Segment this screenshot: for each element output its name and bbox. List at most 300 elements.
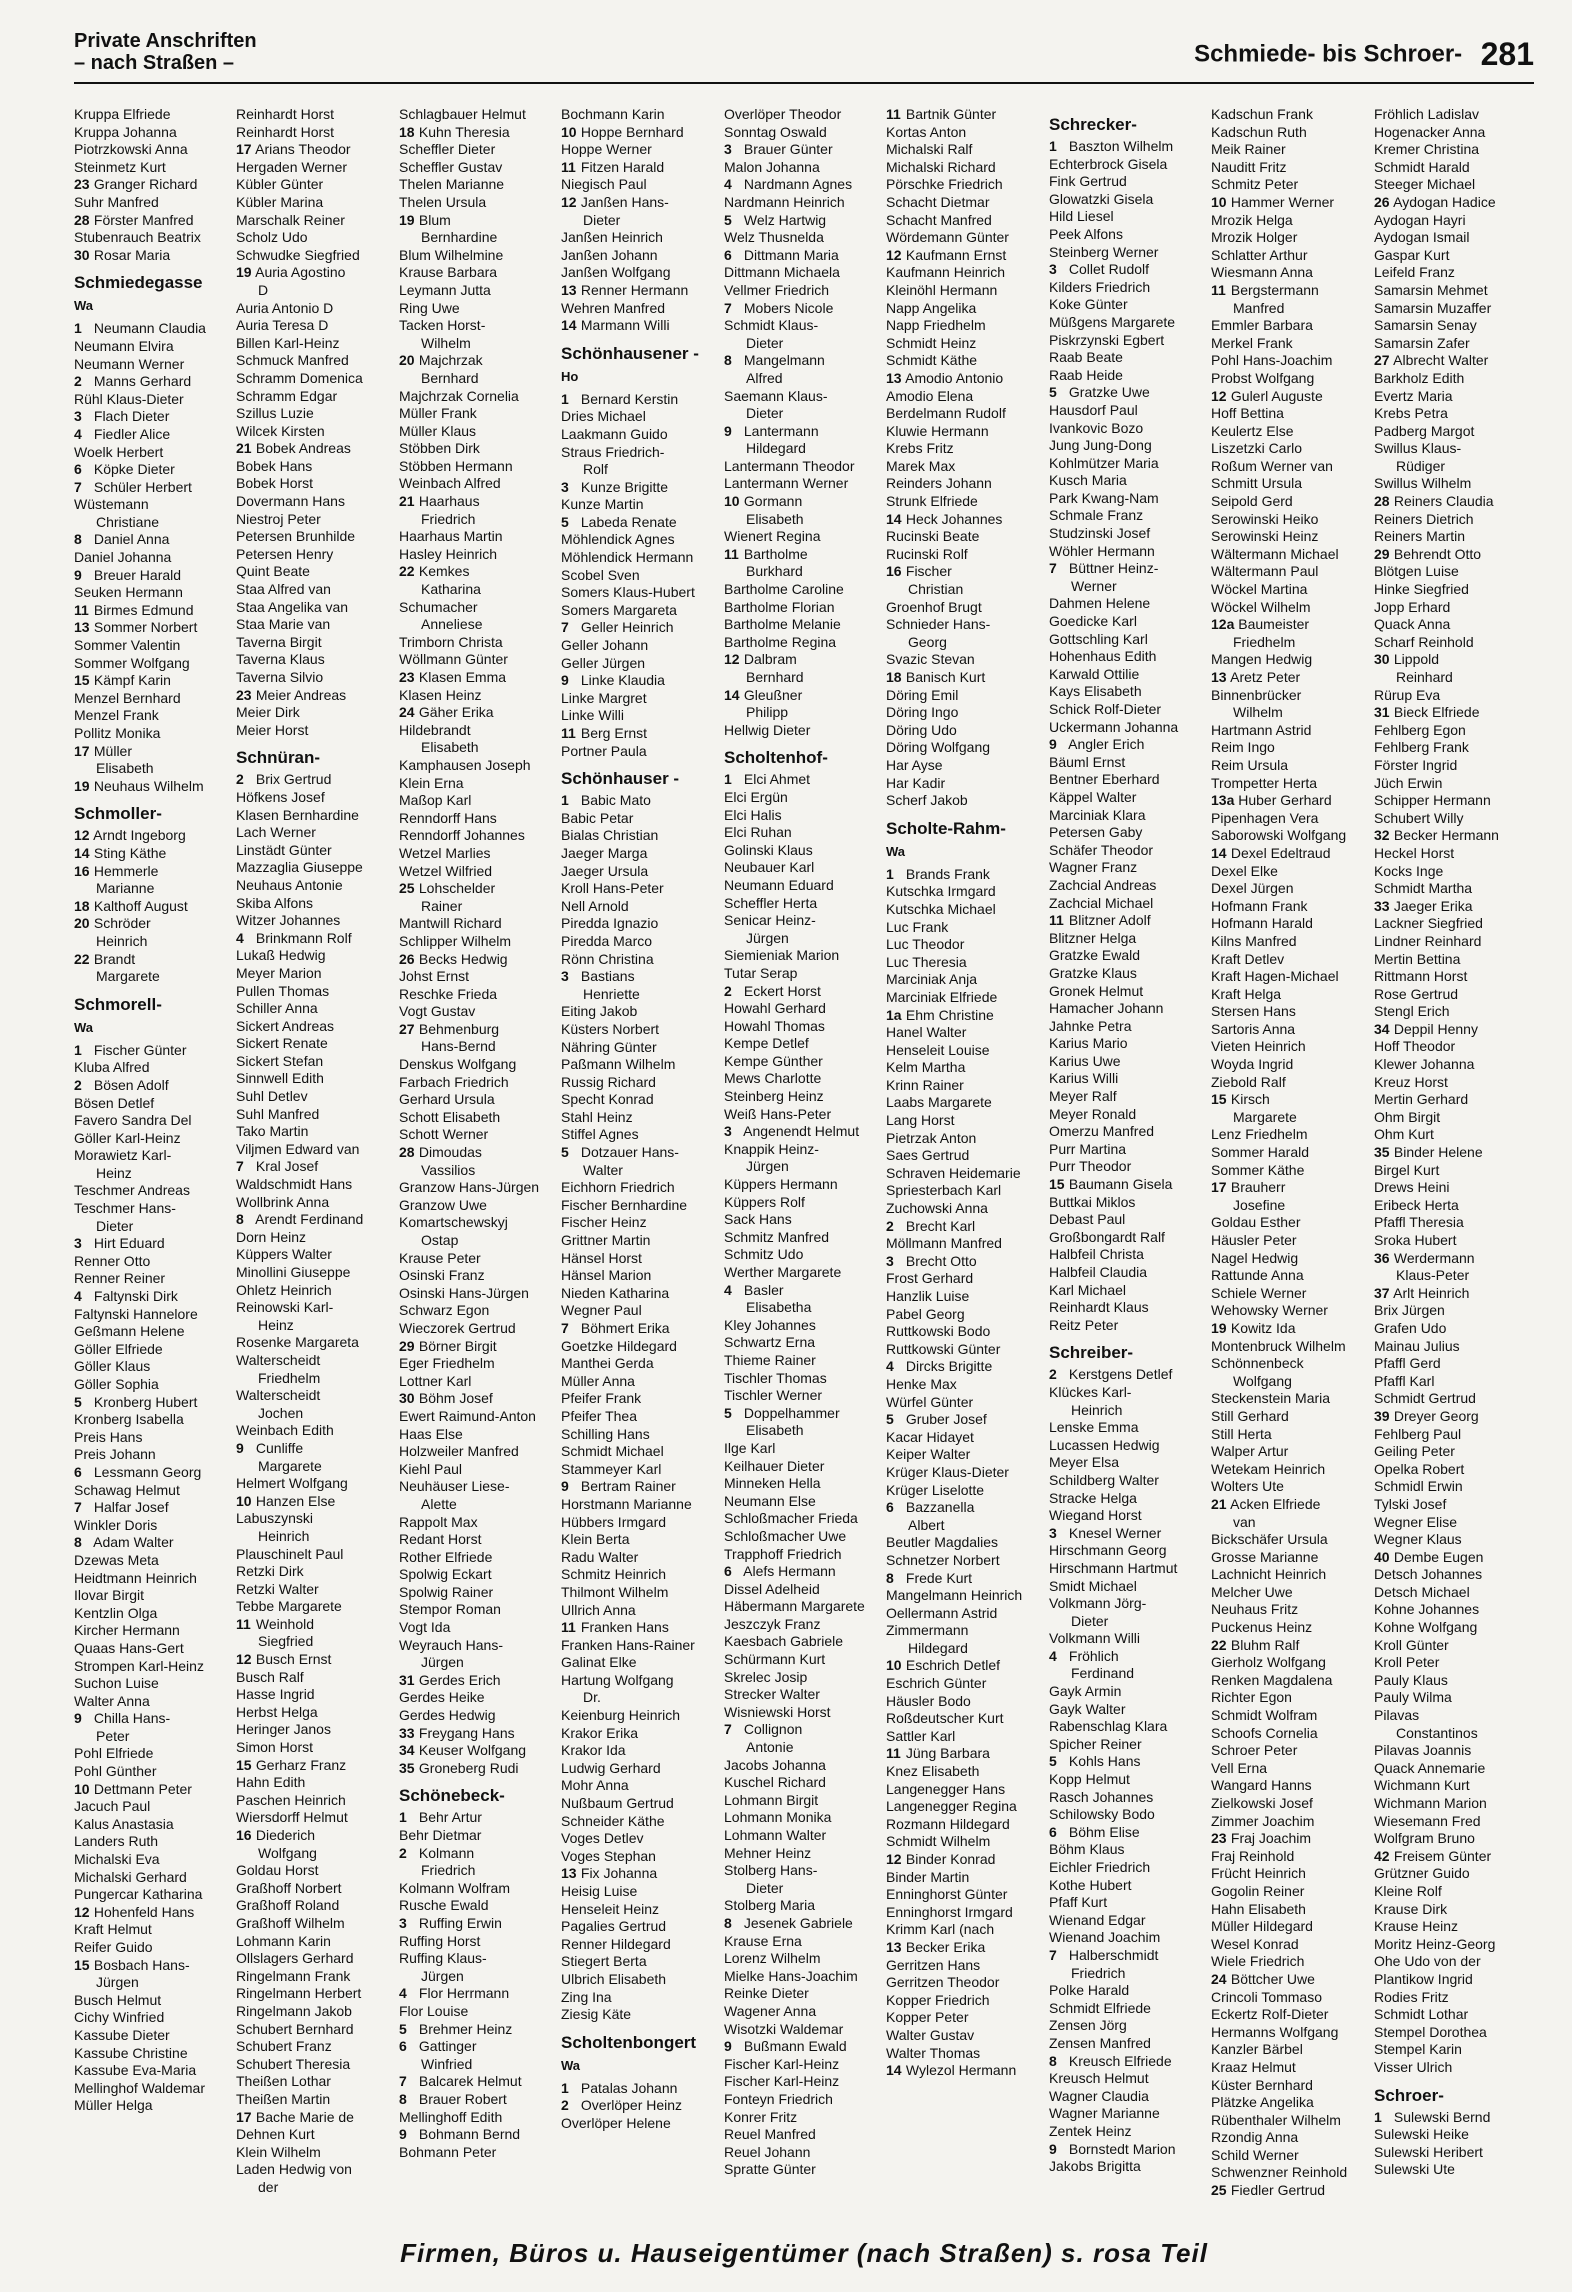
resident-entry: [236, 1070, 394, 1088]
resident-entry: [561, 1179, 719, 1197]
resident-name: Samarsin Senay: [1374, 317, 1477, 334]
resident-name: Thilmont Wilhelm: [561, 1583, 669, 1600]
resident-name: Graßhoff Norbert: [236, 1879, 342, 1896]
resident-entry: [1374, 229, 1532, 247]
resident-entry: [1211, 1584, 1369, 1602]
resident-entry: [1049, 1246, 1207, 1264]
resident-entry: [74, 1552, 232, 1570]
resident-name: Knez Elisabeth: [886, 1763, 980, 1780]
house-number: 4: [886, 1358, 894, 1375]
resident-entry: [561, 444, 719, 462]
resident-name: Jochen: [258, 1404, 304, 1421]
resident-name: Probst Wolfgang: [1211, 369, 1315, 386]
resident-name: Majchrzak: [418, 352, 483, 369]
resident-name: Eschrich Detlef: [905, 1657, 1001, 1674]
resident-name: Meier Andreas: [255, 686, 347, 703]
resident-entry: [561, 567, 719, 585]
resident-entry: [399, 1091, 557, 1109]
resident-entry: [561, 1971, 719, 1989]
resident-name: Pipenhagen Vera: [1211, 809, 1319, 826]
resident-name: Bochmann Karin: [561, 106, 665, 122]
resident-entry: [1374, 1250, 1532, 1268]
resident-entry: [561, 1390, 719, 1408]
resident-name: Kopp Helmut: [1049, 1771, 1130, 1788]
resident-entry: [1374, 563, 1532, 581]
resident-entry: [1374, 1197, 1532, 1215]
resident-entry: [1211, 1285, 1369, 1303]
resident-entry: [399, 1514, 557, 1532]
resident-name: Kroll Peter: [1374, 1654, 1440, 1671]
resident-entry: [561, 496, 719, 514]
resident-name: Renner Reiner: [74, 1270, 166, 1287]
resident-entry: [399, 687, 557, 705]
resident-entry: [1049, 1366, 1207, 1384]
resident-name: Lohschelder: [418, 880, 496, 897]
house-number: 11: [236, 1615, 251, 1632]
resident-entry: [236, 1352, 394, 1370]
resident-entry: [236, 842, 394, 860]
resident-entry: [724, 352, 882, 370]
resident-name: Scholz Udo: [236, 229, 308, 246]
resident-entry: [886, 1182, 1044, 1200]
resident-entry: [561, 1725, 719, 1743]
resident-entry: [561, 1619, 719, 1637]
resident-name: Margarete: [96, 968, 160, 985]
resident-name: Manfred: [1233, 299, 1285, 316]
resident-entry: [1374, 1179, 1532, 1197]
resident-name: Heinz: [258, 1316, 294, 1333]
resident-name: Lucassen Hedwig: [1049, 1436, 1160, 1453]
resident-name: Aydogan Hayri: [1374, 211, 1466, 228]
resident-name: Favero Sandra Del: [74, 1112, 192, 1129]
resident-name: Mangelmann: [743, 352, 825, 369]
resident-name: Ilovar Birgit: [74, 1587, 145, 1604]
resident-name: Bieck Elfriede: [1393, 704, 1480, 721]
resident-name: Gogolin Reiner: [1211, 1882, 1305, 1899]
resident-name: Kaufmann Ernst: [905, 246, 1007, 263]
house-number: 11: [561, 158, 576, 175]
resident-entry: [1374, 1830, 1532, 1848]
resident-name: Kilns Manfred: [1211, 932, 1297, 949]
resident-name: Kentzlin Olga: [74, 1604, 158, 1621]
resident-name: Purr Theodor: [1049, 1158, 1132, 1175]
resident-name: Klasen Heinz: [399, 686, 482, 703]
resident-name: der: [258, 2178, 279, 2195]
resident-name: Schmidt Harald: [1374, 158, 1470, 175]
house-number: 12: [886, 1851, 902, 1867]
resident-name: Eichler Friedrich: [1049, 1859, 1151, 1875]
resident-name: Deppil Henny: [1393, 1020, 1478, 1037]
resident-name: Franken Hans-Rainer: [561, 1636, 695, 1653]
district-code: Wa: [886, 843, 906, 859]
resident-entry: [886, 1657, 1044, 1675]
house-number: 18: [74, 897, 90, 914]
resident-entry: [1211, 880, 1369, 898]
resident-entry: [886, 1007, 1044, 1025]
resident-name: Kroll Hans-Peter: [561, 880, 664, 897]
resident-entry: [1049, 208, 1207, 226]
resident-name: Ruffing Erwin: [418, 1914, 502, 1931]
resident-name: Sulewski Bernd: [1393, 2108, 1491, 2125]
resident-name: Bartholme Melanie: [724, 616, 841, 633]
resident-name: Serowinski Heinz: [1211, 528, 1319, 545]
resident-entry: [1374, 2024, 1532, 2042]
house-number: 4: [236, 929, 244, 946]
resident-entry: [886, 563, 1044, 581]
resident-name: Henke Max: [886, 1375, 957, 1392]
resident-name: Sommer Käthe: [1211, 1161, 1305, 1178]
resident-entry: [724, 2126, 882, 2144]
house-number: 26: [399, 950, 415, 967]
resident-name: Gratzke Ewald: [1049, 947, 1141, 964]
resident-name: Stolberg Hans-: [724, 1862, 818, 1879]
resident-name: Stempel Dorothea: [1374, 2023, 1487, 2040]
resident-name: Georg: [908, 633, 947, 650]
resident-name: Angenendt Helmut: [743, 1123, 860, 1140]
resident-entry: [561, 1302, 719, 1320]
resident-name: Schmidt Heinz: [886, 334, 977, 351]
resident-name: Seuken Hermann: [74, 584, 183, 601]
resident-entry: [1049, 1507, 1207, 1525]
house-number: 4: [74, 425, 82, 442]
resident-name: Würfel Günter: [886, 1393, 974, 1410]
resident-entry: [399, 880, 557, 898]
house-number: 1: [561, 2079, 569, 2096]
resident-entry: [236, 2056, 394, 2074]
house-number: 23: [1211, 1830, 1227, 1847]
resident-entry: [399, 2144, 557, 2162]
resident-entry: [886, 1798, 1044, 1816]
resident-entry: [1374, 440, 1532, 458]
resident-name: Krause Heinz: [1374, 1918, 1459, 1935]
resident-name: Binder Konrad: [905, 1851, 996, 1867]
resident-name: Schmidt Wolfram: [1211, 1707, 1318, 1724]
resident-name: Kacar Hidayet: [886, 1428, 974, 1445]
resident-entry: [724, 546, 882, 564]
resident-name: Kadschun Ruth: [1211, 123, 1307, 140]
house-number: 29: [399, 1337, 415, 1354]
resident-name: Seipold Gerd: [1211, 493, 1293, 510]
resident-name: Renner Hermann: [580, 281, 689, 298]
resident-entry: [561, 408, 719, 426]
resident-name: Bornstedt Marion: [1068, 2140, 1176, 2157]
page-number: 281: [1480, 36, 1534, 72]
resident-entry: [724, 771, 882, 789]
resident-entry: [399, 933, 557, 951]
resident-name: Ringelmann Herbert: [236, 1985, 362, 2002]
resident-name: Bernard Kerstin: [580, 390, 679, 407]
house-number: 1a: [886, 1006, 902, 1023]
resident-name: Böhm Klaus: [1049, 1841, 1125, 1858]
resident-name: Sulewski Heike: [1374, 2126, 1469, 2143]
resident-name: Bosbach Hans-: [93, 1956, 190, 1973]
house-number: 1: [561, 792, 569, 809]
resident-name: Doppelhammer: [743, 1404, 840, 1421]
house-number: 7: [74, 478, 82, 495]
resident-name: Melcher Uwe: [1211, 1583, 1293, 1600]
resident-name: Stolberg Maria: [724, 1897, 816, 1914]
resident-entry: [1211, 1549, 1369, 1567]
resident-name: Kohlmützer Maria: [1049, 454, 1159, 471]
house-number: 13: [561, 1865, 577, 1882]
entry-continuation: [1211, 1373, 1369, 1391]
resident-name: Kruppa Johanna: [74, 123, 177, 140]
resident-name: Wisniewski Horst: [724, 1703, 831, 1720]
house-number: 9: [399, 2126, 407, 2143]
resident-entry: [399, 546, 557, 564]
resident-entry: [236, 493, 394, 511]
resident-name: Neuhaus Antonie: [236, 876, 343, 893]
resident-entry: [399, 986, 557, 1004]
resident-name: Böhmert Erika: [580, 1320, 670, 1336]
resident-entry: [561, 1338, 719, 1356]
resident-name: Baumeister: [1238, 616, 1310, 633]
house-number: 3: [724, 141, 732, 158]
section-title: [74, 30, 257, 74]
house-number: 42: [1374, 1847, 1390, 1864]
resident-entry: [724, 1264, 882, 1282]
resident-entry: [399, 1531, 557, 1549]
resident-name: Hasse Ingrid: [236, 1686, 315, 1703]
resident-entry: [399, 968, 557, 986]
resident-name: Wiegand Horst: [1049, 1507, 1142, 1524]
resident-entry: [561, 229, 719, 247]
resident-name: Albert: [908, 1516, 945, 1533]
resident-entry: [1211, 1901, 1369, 1919]
resident-entry: [236, 1933, 394, 1951]
resident-name: Pollitz Monika: [74, 725, 161, 741]
resident-name: Vieten Heinrich: [1211, 1038, 1306, 1055]
entry-continuation: [724, 440, 882, 458]
resident-entry: [1374, 159, 1532, 177]
resident-entry: [1211, 2059, 1369, 2077]
resident-name: Bache Marie de: [255, 2108, 354, 2125]
resident-entry: [724, 1809, 882, 1827]
resident-entry: [1374, 1461, 1532, 1479]
resident-entry: [399, 405, 557, 423]
resident-entry: [886, 792, 1044, 810]
resident-entry: [236, 370, 394, 388]
resident-name: Bastians: [580, 968, 635, 985]
resident-entry: [399, 1443, 557, 1461]
resident-entry: [561, 1865, 719, 1883]
resident-name: Ehm Christine: [905, 1006, 994, 1023]
resident-name: Bickschäfer Ursula: [1211, 1531, 1328, 1548]
resident-name: Heinz: [96, 1164, 132, 1181]
resident-entry: [886, 1482, 1044, 1500]
resident-name: Reinders Johann: [886, 475, 992, 492]
resident-name: Kunze Martin: [561, 496, 644, 513]
resident-name: Scherf Jakob: [886, 792, 968, 809]
resident-entry: [1049, 525, 1207, 543]
resident-name: Amodio Antonio: [905, 369, 1004, 386]
resident-entry: [886, 1763, 1044, 1781]
resident-entry: [1374, 1971, 1532, 1989]
entry-continuation: [1049, 1665, 1207, 1683]
resident-name: Dieter: [746, 334, 784, 351]
resident-entry: [1374, 2161, 1532, 2179]
resident-name: Hübbers Irmgard: [561, 1513, 667, 1530]
resident-entry: [886, 866, 1044, 884]
resident-name: Ollslagers Gerhard: [236, 1950, 354, 1967]
resident-entry: [1049, 1490, 1207, 1508]
resident-entry: [74, 1077, 232, 1095]
entry-continuation: [399, 616, 557, 634]
house-number: 6: [74, 1463, 82, 1480]
resident-name: Schmitz Peter: [1211, 176, 1299, 193]
resident-name: Brecht Karl: [905, 1217, 976, 1234]
resident-name: Reinke Dieter: [724, 1985, 809, 2002]
resident-entry: [1049, 332, 1207, 350]
entry-continuation: [399, 1232, 557, 1250]
resident-entry: [399, 1897, 557, 1915]
resident-name: Senicar Heinz-: [724, 912, 816, 929]
resident-name: Jüch Erwin: [1374, 774, 1443, 791]
resident-entry: [886, 1341, 1044, 1359]
resident-name: Aretz Peter: [1230, 669, 1301, 685]
resident-entry: [1211, 2006, 1369, 2024]
entry-continuation: [236, 1458, 394, 1476]
resident-name: Bäuml Ernst: [1049, 753, 1126, 770]
house-number: 23: [399, 669, 415, 685]
resident-name: Küsters Norbert: [561, 1020, 660, 1037]
resident-entry: [74, 951, 232, 969]
resident-name: Pohl Hans-Joachim: [1211, 352, 1333, 369]
resident-entry: [1211, 282, 1369, 300]
resident-name: Küppers Rolf: [724, 1193, 805, 1210]
resident-name: Sack Hans: [724, 1211, 792, 1228]
resident-entry: [1049, 2105, 1207, 2123]
resident-name: Schmidl Erwin: [1374, 1478, 1463, 1495]
resident-name: Nardmann Agnes: [743, 176, 853, 193]
house-number: 7: [236, 1158, 244, 1175]
resident-entry: [1374, 581, 1532, 599]
resident-name: Krüger Liselotte: [886, 1481, 985, 1498]
resident-name: Sinnwell Edith: [236, 1070, 324, 1087]
house-number: 5: [724, 1404, 732, 1421]
house-number: 30: [399, 1390, 415, 1407]
resident-name: Philipp: [746, 704, 789, 721]
resident-entry: [74, 1833, 232, 1851]
house-number: 23: [74, 176, 90, 193]
resident-name: Kolmann Wolfram: [399, 1879, 511, 1896]
resident-name: Groenhof Brugt: [886, 598, 982, 615]
district-code: Wa: [561, 2057, 581, 2073]
resident-entry: [1374, 757, 1532, 775]
resident-entry: [236, 1229, 394, 1247]
resident-name: Ruffing Horst: [399, 1932, 481, 1949]
resident-entry: [561, 1373, 719, 1391]
resident-entry: [236, 807, 394, 825]
resident-name: Kamphausen Joseph: [399, 756, 531, 773]
page-range-header: [1194, 36, 1534, 73]
resident-name: Auria Agostino: [255, 264, 346, 281]
resident-name: Howahl Gerhard: [724, 1000, 826, 1017]
resident-entry: [1211, 915, 1369, 933]
resident-name: Scheffler Gustav: [399, 158, 503, 175]
resident-name: Raab Beate: [1049, 349, 1123, 366]
house-number: 13a: [1211, 792, 1235, 809]
resident-name: Halbfeil Claudia: [1049, 1264, 1148, 1280]
resident-entry: [724, 1053, 882, 1071]
resident-name: Spriesterbach Karl: [886, 1182, 1002, 1199]
resident-entry: [399, 1672, 557, 1690]
resident-name: Fischer Heinz: [561, 1214, 647, 1231]
house-number: 6: [724, 1563, 732, 1580]
resident-entry: [886, 1200, 1044, 1218]
house-number: 8: [1049, 2052, 1057, 2069]
resident-name: Labeda Renate: [580, 513, 677, 530]
resident-name: Krause Barbara: [399, 264, 498, 281]
resident-entry: [399, 1426, 557, 1444]
resident-name: Döring Ingo: [886, 704, 959, 721]
entry-continuation: [1211, 1109, 1369, 1127]
resident-name: Galinat Elke: [561, 1654, 637, 1671]
entry-continuation: [724, 563, 882, 581]
resident-name: Wienand Joachim: [1049, 1929, 1161, 1946]
resident-name: Rucinski Beate: [886, 528, 980, 545]
resident-entry: [1049, 472, 1207, 490]
resident-entry: [74, 1112, 232, 1130]
resident-name: Still Herta: [1211, 1425, 1272, 1442]
resident-entry: [886, 1622, 1044, 1640]
resident-entry: [74, 1323, 232, 1341]
resident-entry: [1374, 1056, 1532, 1074]
resident-entry: [886, 1939, 1044, 1957]
resident-name: Glowatzki Gisela: [1049, 190, 1154, 207]
resident-entry: [236, 2126, 394, 2144]
resident-entry: [1049, 1053, 1207, 1071]
resident-name: Bernhardine: [421, 229, 498, 246]
resident-entry: [1211, 229, 1369, 247]
resident-name: Zensen Manfred: [1049, 2034, 1151, 2051]
resident-entry: [74, 1182, 232, 1200]
resident-name: Gayk Walter: [1049, 1700, 1126, 1717]
resident-name: Zensen Jörg: [1049, 2017, 1127, 2034]
resident-entry: [74, 1851, 232, 1869]
resident-name: Staa Marie van: [236, 616, 331, 633]
resident-entry: [724, 947, 882, 965]
resident-name: Viljmen Edward van: [236, 1140, 360, 1157]
resident-name: Sulewski Ute: [1374, 2161, 1455, 2178]
resident-name: Schott Elisabeth: [399, 1108, 501, 1125]
resident-name: Müller Klaus: [399, 422, 477, 439]
entry-continuation: [561, 212, 719, 230]
resident-name: Wilhelm: [1233, 704, 1283, 721]
entry-continuation: [1049, 1613, 1207, 1631]
resident-entry: [399, 792, 557, 810]
resident-entry: [1374, 1760, 1532, 1778]
resident-name: Aydogan Hadice: [1393, 193, 1496, 210]
resident-name: Behr Dietmar: [399, 1827, 482, 1843]
resident-entry: [236, 1880, 394, 1898]
resident-entry: [561, 247, 719, 265]
resident-name: Hofmann Harald: [1211, 915, 1313, 932]
resident-entry: [1211, 124, 1369, 142]
house-number: 1: [724, 771, 732, 788]
resident-entry: [1211, 493, 1369, 511]
resident-entry: [236, 704, 394, 722]
resident-name: Baumann Gisela: [1068, 1176, 1173, 1193]
resident-name: Pullen Thomas: [236, 982, 330, 999]
resident-name: Wieczorek Gertrud: [399, 1319, 516, 1336]
resident-entry: [886, 546, 1044, 564]
resident-name: Zachcial Andreas: [1049, 876, 1157, 893]
street-heading: Schrecker-: [1049, 115, 1137, 134]
resident-name: Faltynski Dirk: [93, 1288, 178, 1305]
resident-name: Wiesemann Fred: [1374, 1812, 1481, 1829]
resident-name: Scharf Reinhold: [1374, 633, 1474, 650]
